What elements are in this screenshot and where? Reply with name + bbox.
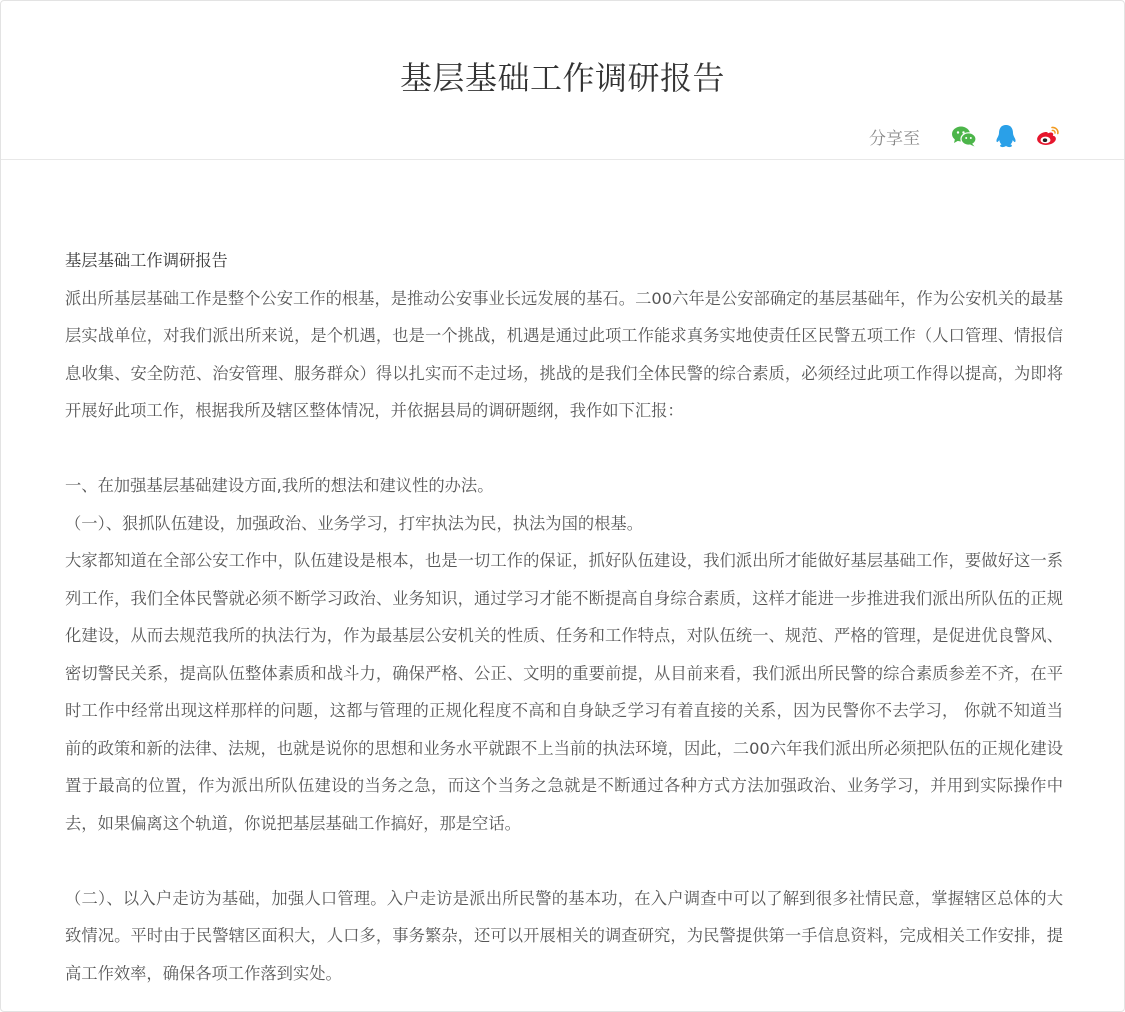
intro-paragraph: 派出所基层基础工作是整个公安工作的根基，是推动公安事业长远发展的基石。二00六年是公安部确定的基层基础年，作为公安机关的最基层实战单位，对我们派出所来说，是个机遇，也是一个挑战，机遇是通过此项工作能求真务实地使责任区民警五项工作（人口管理、情报信息收集、安全防范、治安管理、服务群众）得以扎实而不走过场，挑战的是我们全体民警的综合素质，必须经过此项工作得以提高，为即将开展好此项工作，根据我所及辖区整体情况，并依据县局的调研题纲，我作如下汇报： (65, 288, 1063, 420)
header-divider (1, 159, 1124, 160)
point-heading-1: （一）、狠抓队伍建设，加强政治、业务学习，打牢执法为民，执法为国的根基。 (65, 513, 643, 533)
body-paragraph-1: 大家都知道在全部公安工作中，队伍建设是根本，也是一切工作的保证，抓好队伍建设，我们派出所才能做好基层基础工作，要做好这一系列工作，我们全体民警就必须不断学习政治、业务知识，通过学习才能不断提高自身综合素质，这样才能进一步推进我们派出所队伍的正规化建设，从而去规范我所的执法行为，作为最基层公安机关的性质、任务和工作特点，对队伍统一、规范、严格的管理，是促进优良警风、密切警民关系，提高队伍整体素质和战斗力，确保严格、公正、文明的重要前提，从目前来看，我们派出所民警的综合素质参差不齐，在平时工作中经常出现这样那样的问题，这都与管理的正规化程度不高和自身缺乏学习有着直接的关系，因为民警你不去学习， 你就不知道当前的政策和新的法律、法规，也就是说你的思想和业务水平就跟不上当前的执法环境，因此，二00六年我们派出所必须把队伍的正规化建设置于最高的位置，作为派出所队伍建设的当务之急，而这个当务之急就是不断通过各种方式方法加强政治、业务学习，并用到实际操作中去，如果偏离这个轨道，你说把基层基础工作搞好，那是空话。 (65, 551, 1063, 833)
share-label: 分享至 (869, 128, 920, 149)
wechat-icon[interactable] (950, 122, 978, 150)
weibo-icon[interactable] (1034, 122, 1062, 150)
page-title: 基层基础工作调研报告 (399, 59, 725, 97)
article-subtitle: 基层基础工作调研报告 (65, 251, 228, 270)
section-heading: 一、在加强基层基础建设方面,我所的想法和建议性的办法。 (65, 476, 494, 495)
share-bar (869, 121, 1062, 151)
qq-icon[interactable] (992, 122, 1020, 150)
article-body (65, 242, 1063, 992)
paragraph-spacer (65, 430, 1063, 468)
paragraph-spacer (65, 842, 1063, 880)
point-heading-2: （二）、以入户走访为基础，加强人口管理。入户走访是派出所民警的基本功，在入户调查中可以了解到很多社情民意，掌握辖区总体的大致情况。平时由于民警辖区面积大，人口多，事务繁杂，还可以开展相关的调查研究，为民警提供第一手信息资料，完成相关工作安排，提高工作效率，确保各项工作落到实处。 (65, 888, 1063, 983)
